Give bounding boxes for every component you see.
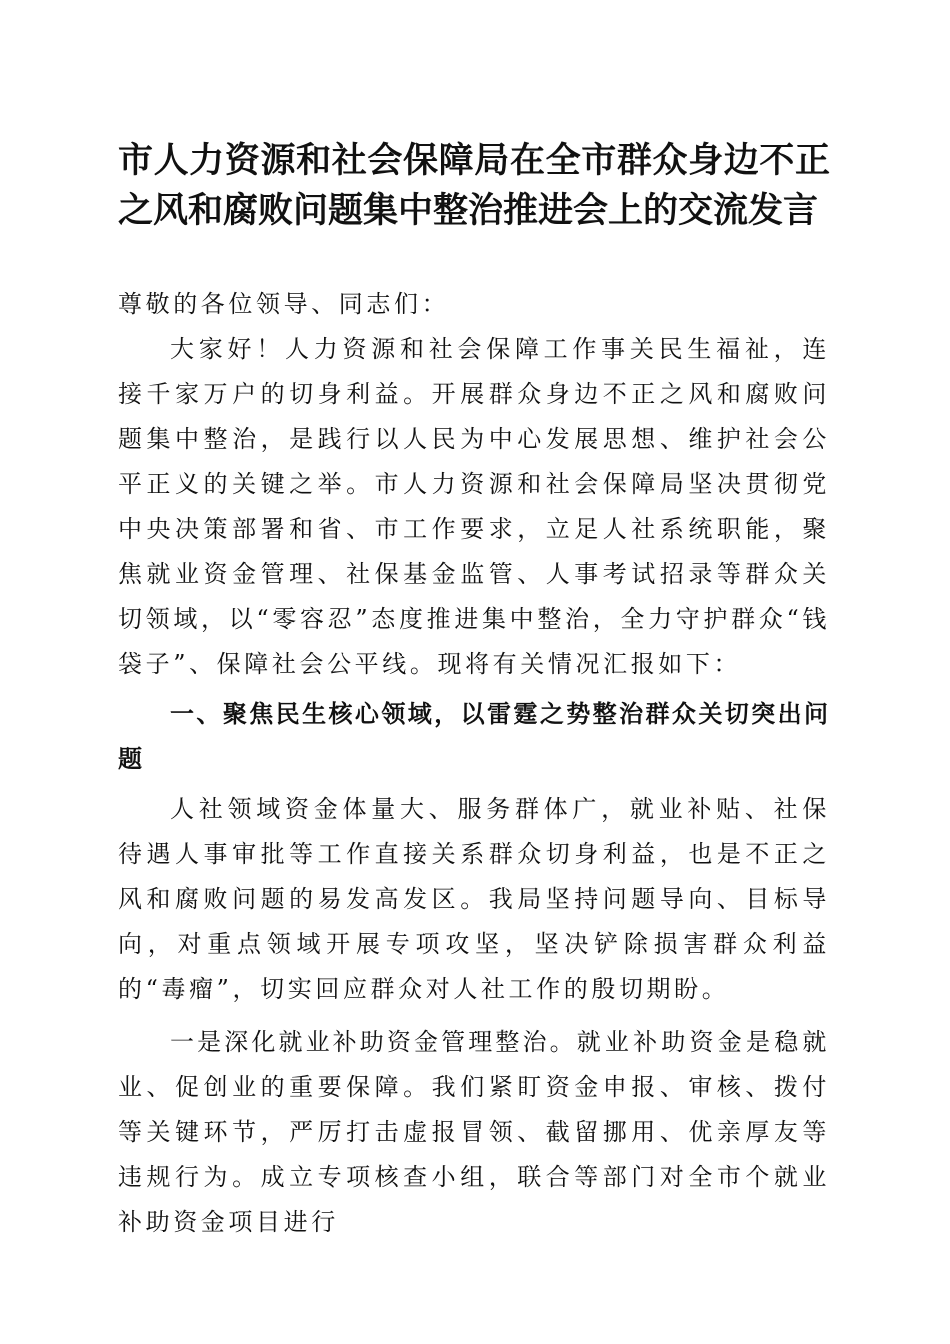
document-title: 市人力资源和社会保障局在全市群众身边不正之风和腐败问题集中整治推进会上的交流发言 <box>118 140 830 231</box>
section-1-paragraph: 人社领域资金体量大、服务群体广，就业补贴、社保待遇人事审批等工作直接关系群众切身利益，也是不正之风和腐败问题的易发高发区。我局坚持问题导向、目标导向，对重点领域开展专项攻坚，坚决铲除损害群众利益的“毒瘤”，切实回应群众对人社工作的殷切期盼。 <box>118 795 830 1003</box>
intro-paragraph: 大家好！人力资源和社会保障工作事关民生福祉，连接千家万户的切身利益。开展群众身边不正之风和腐败问题集中整治，是践行以人民为中心发展思想、维护社会公平正义的关键之举。市人力资源和社会保障局坚决贯彻党中央决策部署和省、市工作要求，立足人社系统职能，聚焦就业资金管理、社保基金监管、人事考试招录等群众关切领域，以“零容忍”态度推进集中整治，全力守护群众“钱袋子”、保障社会公平线。现将有关情况汇报如下： <box>118 335 830 678</box>
point-1-lead: 一是深化就业补助资金管理整治。 <box>170 1028 577 1056</box>
section-1-heading: 一、聚焦民生核心领域，以雷霆之势整治群众关切突出问题 <box>118 700 830 773</box>
point-1-body: 就业补助资金是稳就业、促创业的重要保障。我们紧盯资金申报、审核、拨付等关键环节，严厉打击虚报冒领、截留挪用、优亲厚友等违规行为。成立专项核查小组，联合等部门对全市个就业补助资金项目进行 <box>118 1028 831 1236</box>
salutation: 尊敬的各位领导、同志们： <box>118 290 450 318</box>
document-body <box>118 282 830 1245</box>
point-1-paragraph <box>118 1020 830 1245</box>
